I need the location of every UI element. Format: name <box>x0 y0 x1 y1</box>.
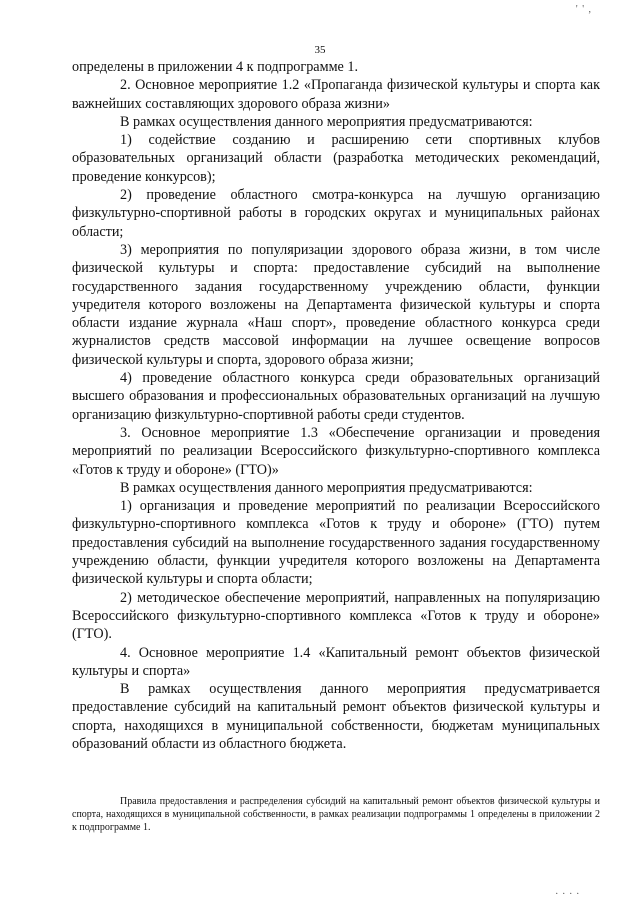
paragraph: В рамках осуществления данного мероприятия предусматривается предоставление субсидий на капитальный ремонт объектов физической культуры и спорта, находящихся в муниципальной собственности, бюджетам муниципальных образований области из областного бюджета. <box>72 681 600 752</box>
section-heading-1-3: 3. Основное мероприятие 1.3 «Обеспечение организации и проведения мероприятий по реализации Всероссийского физкультурно-спортивного комплекса «Готов к труду и обороне» (ГТО)» <box>72 424 600 478</box>
page-number: 35 <box>314 44 326 56</box>
paragraph: В рамках осуществления данного мероприятия предусматриваются: <box>120 479 533 496</box>
bottom-mark: . . . . <box>555 886 580 897</box>
list-item: 4) проведение областного конкурса среди образовательных организаций высшего образования и профессиональных образовательных организаций на лучшую организацию физкультурно-спортивной работы среди студентов. <box>72 370 600 423</box>
paragraph: В рамках осуществления данного мероприятия предусматриваются: <box>120 113 533 130</box>
corner-mark: ' ' , <box>575 4 592 15</box>
section-heading-1-4: 4. Основное мероприятие 1.4 «Капитальный ремонт объектов физической культуры и спорта» <box>72 644 600 679</box>
paragraph: определены в приложении 4 к подпрограмме 1. <box>72 59 359 75</box>
section-heading-1-2: 2. Основное мероприятие 1.2 «Пропаганда физической культуры и спорта как важнейших составляющих здорового образа жизни» <box>72 77 600 112</box>
list-item: 3) мероприятия по популяризации здорового образа жизни, в том числе физической культуры и спорта: предоставление субсидий на выполнение государственного задания государственному учреждению области, функции учредителя которого возложены на Департамента физической культуры и спорта области издание журнала «Наш спорт», проведение областного конкурса среди журналистов средств массовой информации на лучшее освещение вопросов физической культуры и спорта, здорового образа жизни; <box>72 241 600 368</box>
footnote <box>72 795 600 834</box>
list-item: 2) проведение областного смотра-конкурса на лучшую организацию физкультурно-спортивной работы в городских округах и муниципальных районах области; <box>72 187 600 240</box>
document-body <box>72 58 600 753</box>
footnote-text: Правила предоставления и распределения субсидий на капитальный ремонт объектов физической культуры и спорта, находящихся в муниципальной собственности, в рамках реализации подпрограммы 1 определены в приложении 2 к подпрограмме 1. <box>72 796 600 833</box>
list-item: 2) методическое обеспечение мероприятий, направленных на популяризацию Всероссийского физкультурно-спортивного комплекса «Готов к труду и обороне» (ГТО). <box>72 589 600 643</box>
list-item: 1) организация и проведение мероприятий по реализации Всероссийского физкультурно-спортивного комплекса «Готов к труду и обороне» (ГТО) путем предоставления субсидий на выполнение государственного задания государственному учреждению области, функции учредителя которого возложены на Департамента физической культуры и спорта области; <box>72 498 600 588</box>
list-item: 1) содействие созданию и расширению сети спортивных клубов образовательных организаций области (разработка методических рекомендаций, проведение конкурсов); <box>72 132 600 185</box>
